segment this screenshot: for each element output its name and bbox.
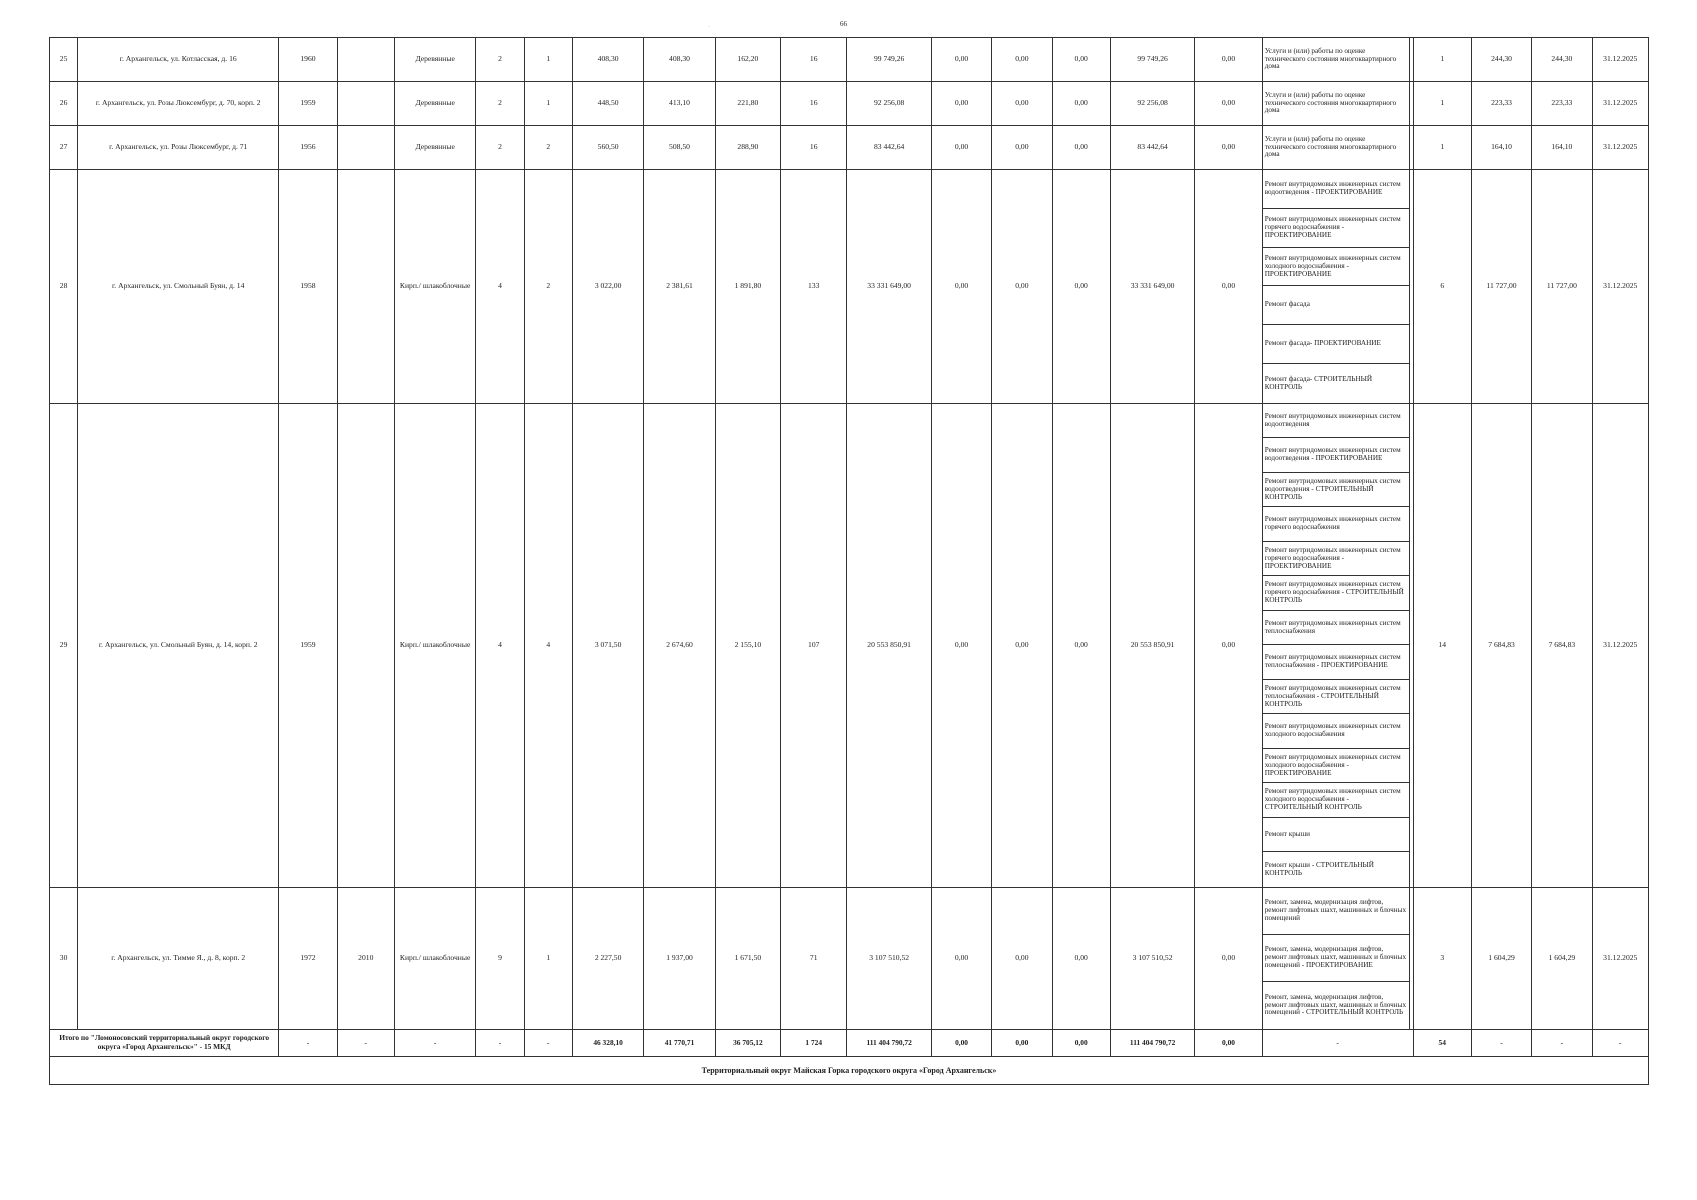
fund-federal-cell: 0,00 bbox=[931, 126, 991, 170]
year-overhaul-cell bbox=[337, 170, 394, 404]
table-row bbox=[50, 170, 1649, 404]
work-item: Ремонт, замена, модернизация лифтов, ремонт лифтовых шахт, машинных и блочных помещений - СТРОИТЕЛЬНЫЙ КОНТРОЛЬ bbox=[1263, 982, 1410, 1029]
work-item: Ремонт, замена, модернизация лифтов, ремонт лифтовых шахт, машинных и блочных помещений bbox=[1263, 888, 1410, 935]
fund-owners-cell: 83 442,64 bbox=[1110, 126, 1194, 170]
work-item: Ремонт внутридомовых инженерных систем холодного водоснабжения bbox=[1263, 714, 1410, 749]
work-item: Услуги и (или) работы по оценке технического состояния многоквартирного дома bbox=[1263, 82, 1410, 125]
works-count-cell: 1 bbox=[1413, 82, 1471, 126]
works-list bbox=[1263, 82, 1413, 125]
entrances-cell: 4 bbox=[524, 403, 572, 887]
cost-total-sum: 111 404 790,72 bbox=[847, 1029, 931, 1056]
living-area-cell: 288,90 bbox=[715, 126, 780, 170]
entrances-cell: 1 bbox=[524, 38, 572, 82]
total-dash: - bbox=[1532, 1029, 1592, 1056]
work-item: Ремонт внутридомовых инженерных систем водоотведения - ПРОЕКТИРОВАНИЕ bbox=[1263, 438, 1410, 473]
fund-owners-cell: 33 331 649,00 bbox=[1110, 170, 1194, 404]
total-area-cell: 448,50 bbox=[572, 82, 643, 126]
year-built-cell: 1959 bbox=[279, 403, 337, 887]
table-row bbox=[50, 38, 1649, 82]
works-list bbox=[1263, 404, 1413, 887]
floors-cell: 9 bbox=[476, 887, 524, 1029]
total-row bbox=[50, 1029, 1649, 1056]
cost-total-cell: 3 107 510,52 bbox=[847, 887, 931, 1029]
row-number: 27 bbox=[50, 126, 78, 170]
total-dash: - bbox=[337, 1029, 394, 1056]
total-dash: - bbox=[476, 1029, 524, 1056]
premises-area-cell: 1 937,00 bbox=[644, 887, 715, 1029]
works-list bbox=[1263, 38, 1413, 81]
works-list bbox=[1263, 888, 1413, 1029]
living-area-sum: 36 705,12 bbox=[715, 1029, 780, 1056]
total-dash: - bbox=[1471, 1029, 1531, 1056]
residents-cell: 16 bbox=[781, 126, 847, 170]
works-count-cell: 1 bbox=[1413, 126, 1471, 170]
deadline-cell: 31.12.2025 bbox=[1592, 126, 1648, 170]
total-dash: - bbox=[279, 1029, 337, 1056]
total-area-cell: 408,30 bbox=[572, 38, 643, 82]
floors-cell: 4 bbox=[476, 170, 524, 404]
fund-local-cell: 0,00 bbox=[1052, 170, 1110, 404]
unit-cost-cell: 7 684,83 bbox=[1471, 403, 1531, 887]
cost-total-cell: 92 256,08 bbox=[847, 82, 931, 126]
year-built-cell: 1958 bbox=[279, 170, 337, 404]
floors-cell: 4 bbox=[476, 403, 524, 887]
address-cell: г. Архангельск, ул. Розы Люксембург, д. 71 bbox=[78, 126, 279, 170]
deadline-cell: 31.12.2025 bbox=[1592, 82, 1648, 126]
overhaul-register-table bbox=[49, 37, 1649, 1085]
address-cell: г. Архангельск, ул. Тимме Я., д. 8, корп. 2 bbox=[78, 887, 279, 1029]
residents-cell: 133 bbox=[781, 170, 847, 404]
total-dash: - bbox=[524, 1029, 572, 1056]
fund-other-cell: 0,00 bbox=[1195, 887, 1262, 1029]
wall-material-cell: Кирп./ шлакоблочные bbox=[394, 887, 475, 1029]
residents-cell: 71 bbox=[781, 887, 847, 1029]
work-item: Ремонт внутридомовых инженерных систем холодного водоснабжения - ПРОЕКТИРОВАНИЕ bbox=[1263, 749, 1410, 784]
table-row bbox=[50, 82, 1649, 126]
entrances-cell: 2 bbox=[524, 170, 572, 404]
works-cell bbox=[1262, 126, 1413, 170]
work-item: Ремонт фасада bbox=[1263, 286, 1410, 325]
work-item: Ремонт внутридомовых инженерных систем горячего водоснабжения bbox=[1263, 507, 1410, 542]
works-cell bbox=[1262, 38, 1413, 82]
work-item: Ремонт внутридомовых инженерных систем горячего водоснабжения - ПРОЕКТИРОВАНИЕ bbox=[1263, 542, 1410, 577]
fund-owners-cell: 92 256,08 bbox=[1110, 82, 1194, 126]
premises-area-sum: 41 770,71 bbox=[644, 1029, 715, 1056]
premises-area-cell: 2 381,61 bbox=[644, 170, 715, 404]
floors-cell: 2 bbox=[476, 82, 524, 126]
premises-area-cell: 2 674,60 bbox=[644, 403, 715, 887]
fund-federal-cell: 0,00 bbox=[931, 887, 991, 1029]
fund-regional-cell: 0,00 bbox=[992, 887, 1052, 1029]
total-area-cell: 2 227,50 bbox=[572, 887, 643, 1029]
works-list bbox=[1263, 170, 1413, 403]
unit-cost-max-cell: 7 684,83 bbox=[1532, 403, 1592, 887]
works-cell bbox=[1262, 82, 1413, 126]
fund-owners-cell: 20 553 850,91 bbox=[1110, 403, 1194, 887]
works-count-cell: 6 bbox=[1413, 170, 1471, 404]
living-area-cell: 1 891,80 bbox=[715, 170, 780, 404]
unit-cost-max-cell: 164,10 bbox=[1532, 126, 1592, 170]
fund-federal-cell: 0,00 bbox=[931, 38, 991, 82]
fund-regional-cell: 0,00 bbox=[992, 38, 1052, 82]
floors-cell: 2 bbox=[476, 126, 524, 170]
unit-cost-cell: 244,30 bbox=[1471, 38, 1531, 82]
premises-area-cell: 413,10 bbox=[644, 82, 715, 126]
works-cell bbox=[1262, 403, 1413, 887]
row-number: 25 bbox=[50, 38, 78, 82]
residents-cell: 107 bbox=[781, 403, 847, 887]
works-count-sum: 54 bbox=[1413, 1029, 1471, 1056]
fund-regional-cell: 0,00 bbox=[992, 126, 1052, 170]
unit-cost-cell: 223,33 bbox=[1471, 82, 1531, 126]
entrances-cell: 1 bbox=[524, 887, 572, 1029]
address-cell: г. Архангельск, ул. Розы Люксембург, д. 70, корп. 2 bbox=[78, 82, 279, 126]
fund-owners-cell: 99 749,26 bbox=[1110, 38, 1194, 82]
living-area-cell: 162,20 bbox=[715, 38, 780, 82]
total-area-cell: 560,50 bbox=[572, 126, 643, 170]
address-cell: г. Архангельск, ул. Смольный Буян, д. 14, корп. 2 bbox=[78, 403, 279, 887]
living-area-cell: 2 155,10 bbox=[715, 403, 780, 887]
unit-cost-max-cell: 11 727,00 bbox=[1532, 170, 1592, 404]
fund-local-cell: 0,00 bbox=[1052, 82, 1110, 126]
deadline-cell: 31.12.2025 bbox=[1592, 38, 1648, 82]
work-item: Ремонт внутридомовых инженерных систем горячего водоснабжения - СТРОИТЕЛЬНЫЙ КОНТРОЛЬ bbox=[1263, 576, 1410, 611]
deadline-cell: 31.12.2025 bbox=[1592, 887, 1648, 1029]
work-item: Ремонт внутридомовых инженерных систем холодного водоснабжения - ПРОЕКТИРОВАНИЕ bbox=[1263, 248, 1410, 287]
cost-total-cell: 99 749,26 bbox=[847, 38, 931, 82]
work-item: Ремонт внутридомовых инженерных систем водоотведения - СТРОИТЕЛЬНЫЙ КОНТРОЛЬ bbox=[1263, 473, 1410, 508]
register-rows bbox=[50, 38, 1649, 1085]
deadline-cell: 31.12.2025 bbox=[1592, 403, 1648, 887]
unit-cost-max-cell: 223,33 bbox=[1532, 82, 1592, 126]
fund-owners-cell: 3 107 510,52 bbox=[1110, 887, 1194, 1029]
year-overhaul-cell: 2010 bbox=[337, 887, 394, 1029]
works-list bbox=[1263, 126, 1413, 169]
total-area-cell: 3 071,50 bbox=[572, 403, 643, 887]
fund-regional-cell: 0,00 bbox=[992, 82, 1052, 126]
work-item: Услуги и (или) работы по оценке технического состояния многоквартирного дома bbox=[1263, 38, 1410, 81]
fund-other-cell: 0,00 bbox=[1195, 82, 1262, 126]
wall-material-cell: Кирп./ шлакоблочные bbox=[394, 170, 475, 404]
total-label: Итого по "Ломоносовский территориальный округ городского округа «Город Архангельск»" - 15 МКД bbox=[50, 1029, 279, 1056]
table-row bbox=[50, 403, 1649, 887]
fund-owners-sum: 111 404 790,72 bbox=[1110, 1029, 1194, 1056]
year-overhaul-cell bbox=[337, 403, 394, 887]
premises-area-cell: 508,50 bbox=[644, 126, 715, 170]
living-area-cell: 1 671,50 bbox=[715, 887, 780, 1029]
cost-total-cell: 83 442,64 bbox=[847, 126, 931, 170]
total-dash: - bbox=[394, 1029, 475, 1056]
work-item: Ремонт внутридомовых инженерных систем теплоснабжения - ПРОЕКТИРОВАНИЕ bbox=[1263, 645, 1410, 680]
fund-federal-sum: 0,00 bbox=[931, 1029, 991, 1056]
wall-material-cell: Деревянные bbox=[394, 38, 475, 82]
work-item: Ремонт внутридомовых инженерных систем теплоснабжения - СТРОИТЕЛЬНЫЙ КОНТРОЛЬ bbox=[1263, 680, 1410, 715]
year-built-cell: 1959 bbox=[279, 82, 337, 126]
year-built-cell: 1972 bbox=[279, 887, 337, 1029]
wall-material-cell: Деревянные bbox=[394, 126, 475, 170]
fund-local-cell: 0,00 bbox=[1052, 38, 1110, 82]
unit-cost-max-cell: 244,30 bbox=[1532, 38, 1592, 82]
fund-local-cell: 0,00 bbox=[1052, 126, 1110, 170]
register-sheet bbox=[49, 37, 1649, 1085]
unit-cost-cell: 11 727,00 bbox=[1471, 170, 1531, 404]
unit-cost-cell: 1 604,29 bbox=[1471, 887, 1531, 1029]
work-item: Услуги и (или) работы по оценке технического состояния многоквартирного дома bbox=[1263, 126, 1410, 169]
entrances-cell: 1 bbox=[524, 82, 572, 126]
fund-other-sum: 0,00 bbox=[1195, 1029, 1262, 1056]
works-cell bbox=[1262, 887, 1413, 1029]
total-dash: - bbox=[1262, 1029, 1413, 1056]
wall-material-cell: Кирп./ шлакоблочные bbox=[394, 403, 475, 887]
works-count-cell: 3 bbox=[1413, 887, 1471, 1029]
fund-federal-cell: 0,00 bbox=[931, 403, 991, 887]
section-title: Территориальный округ Майская Горка городского округа «Город Архангельск» bbox=[50, 1056, 1649, 1084]
fund-regional-cell: 0,00 bbox=[992, 170, 1052, 404]
fund-other-cell: 0,00 bbox=[1195, 403, 1262, 887]
total-area-cell: 3 022,00 bbox=[572, 170, 643, 404]
fund-local-cell: 0,00 bbox=[1052, 887, 1110, 1029]
fund-federal-cell: 0,00 bbox=[931, 82, 991, 126]
works-cell bbox=[1262, 170, 1413, 404]
fund-local-sum: 0,00 bbox=[1052, 1029, 1110, 1056]
work-item: Ремонт внутридомовых инженерных систем теплоснабжения bbox=[1263, 611, 1410, 646]
cost-total-cell: 33 331 649,00 bbox=[847, 170, 931, 404]
fund-federal-cell: 0,00 bbox=[931, 170, 991, 404]
year-built-cell: 1956 bbox=[279, 126, 337, 170]
work-item: Ремонт внутридомовых инженерных систем водоотведения bbox=[1263, 404, 1410, 439]
residents-cell: 16 bbox=[781, 82, 847, 126]
table-row bbox=[50, 126, 1649, 170]
residents-cell: 16 bbox=[781, 38, 847, 82]
year-overhaul-cell bbox=[337, 38, 394, 82]
living-area-cell: 221,80 bbox=[715, 82, 780, 126]
total-area-sum: 46 328,10 bbox=[572, 1029, 643, 1056]
table-row bbox=[50, 887, 1649, 1029]
fund-regional-sum: 0,00 bbox=[992, 1029, 1052, 1056]
unit-cost-max-cell: 1 604,29 bbox=[1532, 887, 1592, 1029]
year-built-cell: 1960 bbox=[279, 38, 337, 82]
row-number: 29 bbox=[50, 403, 78, 887]
fund-local-cell: 0,00 bbox=[1052, 403, 1110, 887]
work-item: Ремонт крыши bbox=[1263, 818, 1410, 853]
works-count-cell: 1 bbox=[1413, 38, 1471, 82]
wall-material-cell: Деревянные bbox=[394, 82, 475, 126]
entrances-cell: 2 bbox=[524, 126, 572, 170]
row-number: 28 bbox=[50, 170, 78, 404]
row-number: 30 bbox=[50, 887, 78, 1029]
work-item: Ремонт внутридомовых инженерных систем водоотведения - ПРОЕКТИРОВАНИЕ bbox=[1263, 170, 1410, 209]
work-item: Ремонт крыши - СТРОИТЕЛЬНЫЙ КОНТРОЛЬ bbox=[1263, 852, 1410, 887]
work-item: Ремонт фасада- СТРОИТЕЛЬНЫЙ КОНТРОЛЬ bbox=[1263, 364, 1410, 403]
fund-other-cell: 0,00 bbox=[1195, 126, 1262, 170]
address-cell: г. Архангельск, ул. Смольный Буян, д. 14 bbox=[78, 170, 279, 404]
address-cell: г. Архангельск, ул. Котласская, д. 16 bbox=[78, 38, 279, 82]
row-number: 26 bbox=[50, 82, 78, 126]
works-count-cell: 14 bbox=[1413, 403, 1471, 887]
residents-sum: 1 724 bbox=[781, 1029, 847, 1056]
fund-other-cell: 0,00 bbox=[1195, 38, 1262, 82]
fund-other-cell: 0,00 bbox=[1195, 170, 1262, 404]
work-item: Ремонт, замена, модернизация лифтов, ремонт лифтовых шахт, машинных и блочных помещений - ПРОЕКТИРОВАНИЕ bbox=[1263, 935, 1410, 982]
unit-cost-cell: 164,10 bbox=[1471, 126, 1531, 170]
premises-area-cell: 408,30 bbox=[644, 38, 715, 82]
work-item: Ремонт внутридомовых инженерных систем холодного водоснабжения - СТРОИТЕЛЬНЫЙ КОНТРОЛЬ bbox=[1263, 783, 1410, 818]
page-number: 66 bbox=[840, 20, 847, 28]
deadline-cell: 31.12.2025 bbox=[1592, 170, 1648, 404]
work-item: Ремонт внутридомовых инженерных систем горячего водоснабжения - ПРОЕКТИРОВАНИЕ bbox=[1263, 209, 1410, 248]
cost-total-cell: 20 553 850,91 bbox=[847, 403, 931, 887]
scan-mark: · bbox=[708, 24, 710, 30]
year-overhaul-cell bbox=[337, 126, 394, 170]
year-overhaul-cell bbox=[337, 82, 394, 126]
work-item: Ремонт фасада- ПРОЕКТИРОВАНИЕ bbox=[1263, 325, 1410, 364]
fund-regional-cell: 0,00 bbox=[992, 403, 1052, 887]
total-dash: - bbox=[1592, 1029, 1648, 1056]
floors-cell: 2 bbox=[476, 38, 524, 82]
section-header-row bbox=[50, 1056, 1649, 1084]
